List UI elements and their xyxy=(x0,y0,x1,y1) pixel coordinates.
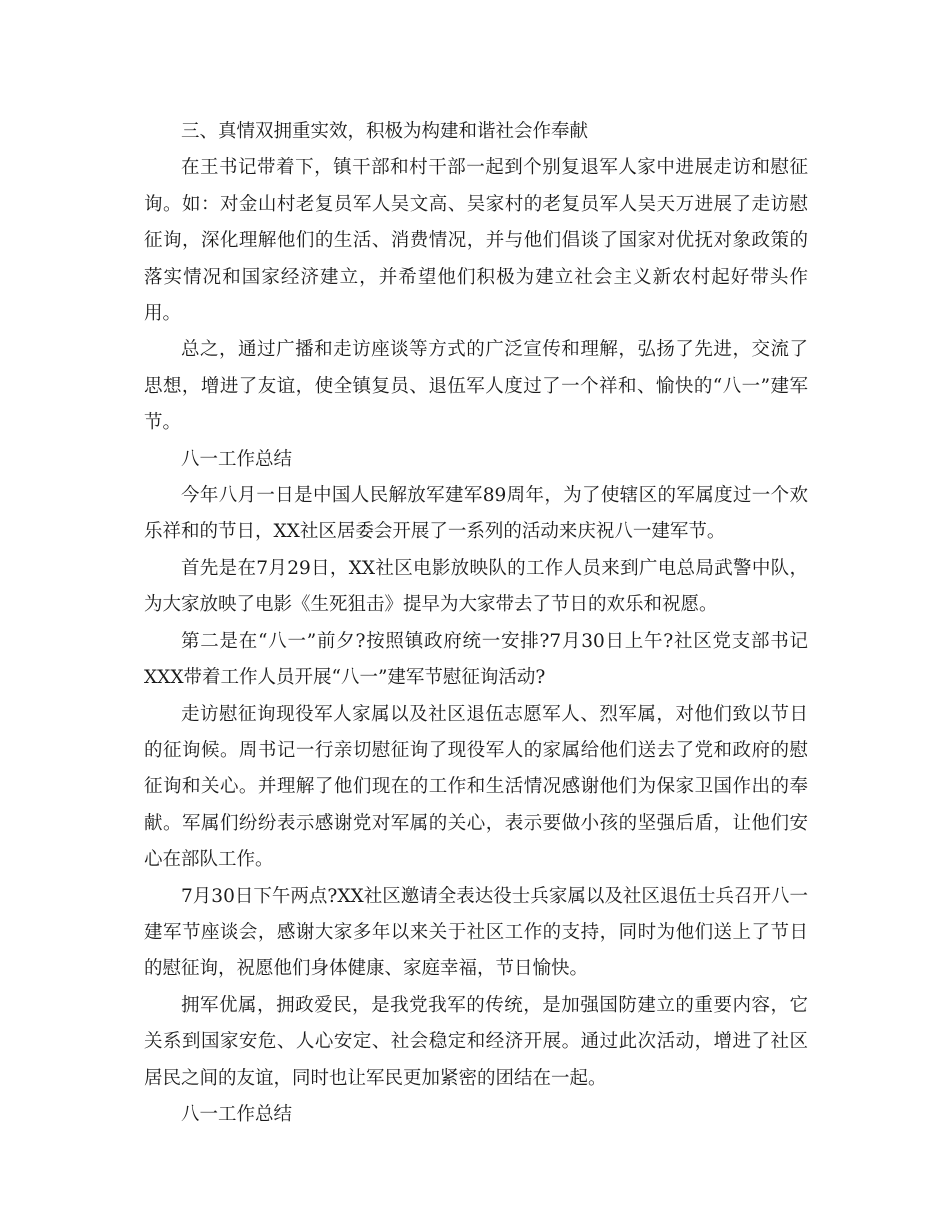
paragraph: 总之，通过广播和走访座谈等方式的广泛宣传和理解，弘扬了先进，交流了思想，增进了友谊，使全镇复员、退伍军人度过了一个祥和、愉快的“八一”建军节。 xyxy=(144,339,808,434)
section-heading: 八一工作总结 xyxy=(181,1103,293,1125)
section-heading: 三、真情双拥重实效，积极为构建和谐社会作奉献 xyxy=(181,121,589,142)
paragraph: 拥军优属，拥政爱民，是我党我军的传统，是加强国防建立的重要内容，它关系到国家安危、人心安定、社会稳定和经济开展。通过此次活动，增进了社区居民之间的友谊，同时也让军民更加紧密的团结在一起。 xyxy=(144,994,808,1089)
paragraph: 在王书记带着下，镇干部和村干部一起到个别复退军人家中进展走访和慰征询。如：对金山村老复员军人吴文高、吴家村的老复员军人吴天万进展了走访慰征询，深化理解他们的生活、消费情况，并与他们倡谈了国家对优抚对象政策的落实情况和国家经济建立，并希望他们积极为建立社会主义新农村起好带头作用。 xyxy=(144,157,808,325)
document-body xyxy=(144,114,808,1133)
paragraph: 今年八月一日是中国人民解放军建军89周年，为了使辖区的军属度过一个欢乐祥和的节日，XX社区居委会开展了一系列的活动来庆祝八一建军节。 xyxy=(144,485,808,543)
section-heading: 八一工作总结 xyxy=(181,448,293,470)
paragraph: 7月30日下午两点?XX社区邀请全表达役士兵家属以及社区退伍士兵召开八一建军节座谈会，感谢大家多年以来关于社区工作的支持，同时为他们送上了节日的慰征询，祝愿他们身体健康、家庭幸福，节日愉快。 xyxy=(144,885,808,980)
paragraph: 第二是在“八一”前夕?按照镇政府统一安排?7月30日上午?社区党支部书记XXX带着工作人员开展“八一”建军节慰征询活动? xyxy=(144,630,808,689)
paragraph: 走访慰征询现役军人家属以及社区退伍志愿军人、烈军属，对他们致以节日的征询候。周书记一行亲切慰征询了现役军人的家属给他们送去了党和政府的慰征询和关心。并理解了他们现在的工作和生活情况感谢他们为保家卫国作出的奉献。军属们纷纷表示感谢党对军属的关心，表示要做小孩的坚强后盾，让他们安心在部队工作。 xyxy=(144,703,808,871)
paragraph: 首先是在7月29日，XX社区电影放映队的工作人员来到广电总局武警中队，为大家放映了电影《生死狙击》提早为大家带去了节日的欢乐和祝愿。 xyxy=(144,557,808,616)
